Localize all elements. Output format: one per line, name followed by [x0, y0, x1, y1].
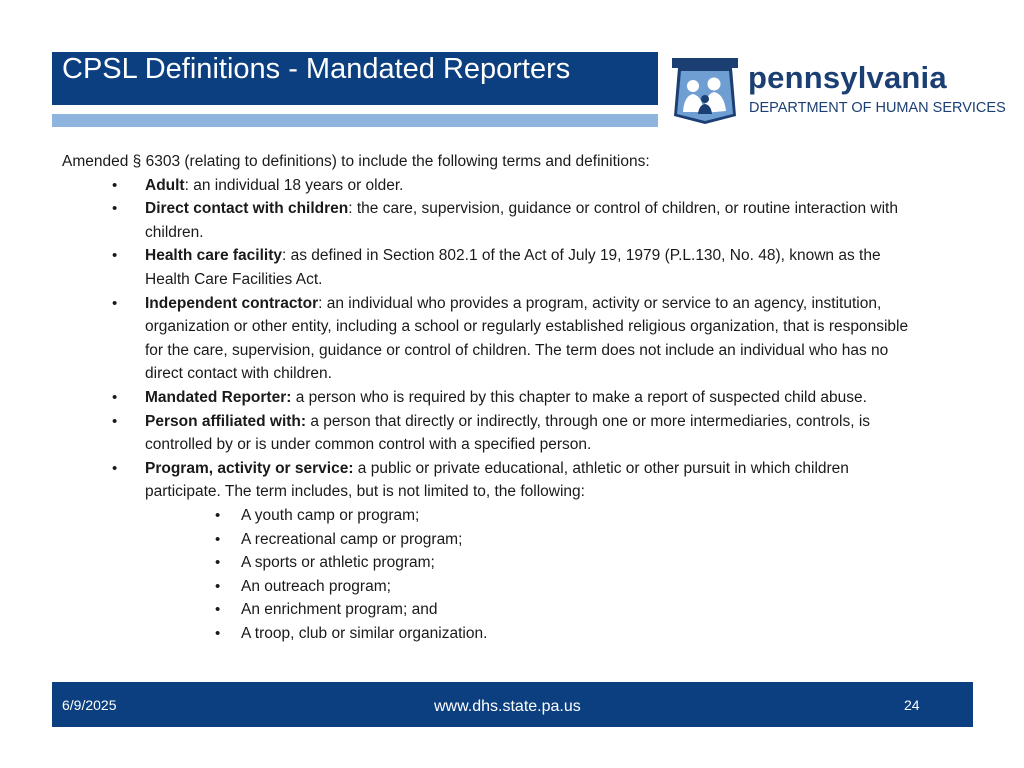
- definition-term: Person affiliated with:: [145, 412, 307, 430]
- definition-item: [62, 244, 912, 291]
- definition-term: Mandated Reporter:: [145, 388, 292, 406]
- title-bar: [52, 52, 658, 105]
- definition-term: Adult: [145, 176, 185, 194]
- keystone-family-icon: [668, 54, 742, 126]
- definition-text: a public or private educational, athletic or other pursuit in which children participate. The term includes, but is not limited to, the following:: [145, 459, 849, 501]
- accent-bar: [52, 114, 658, 127]
- definition-item: [62, 292, 912, 386]
- definition-text: a person who is required by this chapter to make a report of suspected child abuse.: [291, 388, 867, 406]
- definition-text: : an individual 18 years or older.: [184, 176, 404, 194]
- footer-website-link[interactable]: www.dhs.state.pa.us: [434, 698, 581, 715]
- definitions-list: [62, 174, 912, 646]
- definition-term: Independent contractor: [145, 294, 319, 312]
- program-example-item: • A recreational camp or program;: [145, 528, 912, 552]
- definition-item: [62, 410, 912, 457]
- slide-body: [62, 150, 912, 645]
- logo-wordmark: pennsylvania: [748, 60, 947, 95]
- definition-text: : an individual who provides a program, activity or service to an agency, institution, organization or other entity, including a school or regularly established religious organization, that is responsible for the care, supervision, guidance or control of children. The term does not include an individual who has no direct contact with children.: [145, 294, 909, 383]
- definition-text: : as defined in Section 802.1 of the Act of July 19, 1979 (P.L.130, No. 48), known as the Health Care Facilities Act.: [145, 247, 881, 288]
- definition-term: Health care facility: [145, 247, 282, 265]
- definition-item: [62, 197, 912, 244]
- program-examples-list: [145, 504, 912, 646]
- page-number: 24: [904, 697, 920, 713]
- definition-item: [62, 174, 912, 198]
- definition-text: : the care, supervision, guidance or control of children, or routine interaction with children.: [145, 200, 898, 241]
- logo-subtitle: DEPARTMENT OF HUMAN SERVICES: [749, 100, 1006, 116]
- definition-term: Program, activity or service:: [145, 459, 354, 477]
- intro-text: Amended § 6303 (relating to definitions) to include the following terms and definitions:: [62, 153, 650, 170]
- definition-term: Direct contact with children: [145, 200, 349, 218]
- program-example-item: • A troop, club or similar organization.: [145, 622, 912, 646]
- program-example-item: • A sports or athletic program;: [145, 551, 912, 575]
- definition-item: [62, 457, 912, 646]
- program-example-item: • An outreach program;: [145, 575, 912, 599]
- definition-text: a person that directly or indirectly, through one or more intermediaries, controls, is controlled by or is under common control with a specified person.: [145, 412, 871, 454]
- dhs-logo: [668, 54, 1008, 126]
- definition-item: [62, 386, 912, 410]
- footer-bar: [52, 682, 973, 727]
- program-example-item: • A youth camp or program;: [145, 504, 912, 528]
- program-example-item: • An enrichment program; and: [145, 598, 912, 622]
- footer-date: 6/9/2025: [62, 697, 117, 713]
- slide-title: CPSL Definitions - Mandated Reporters: [62, 53, 571, 85]
